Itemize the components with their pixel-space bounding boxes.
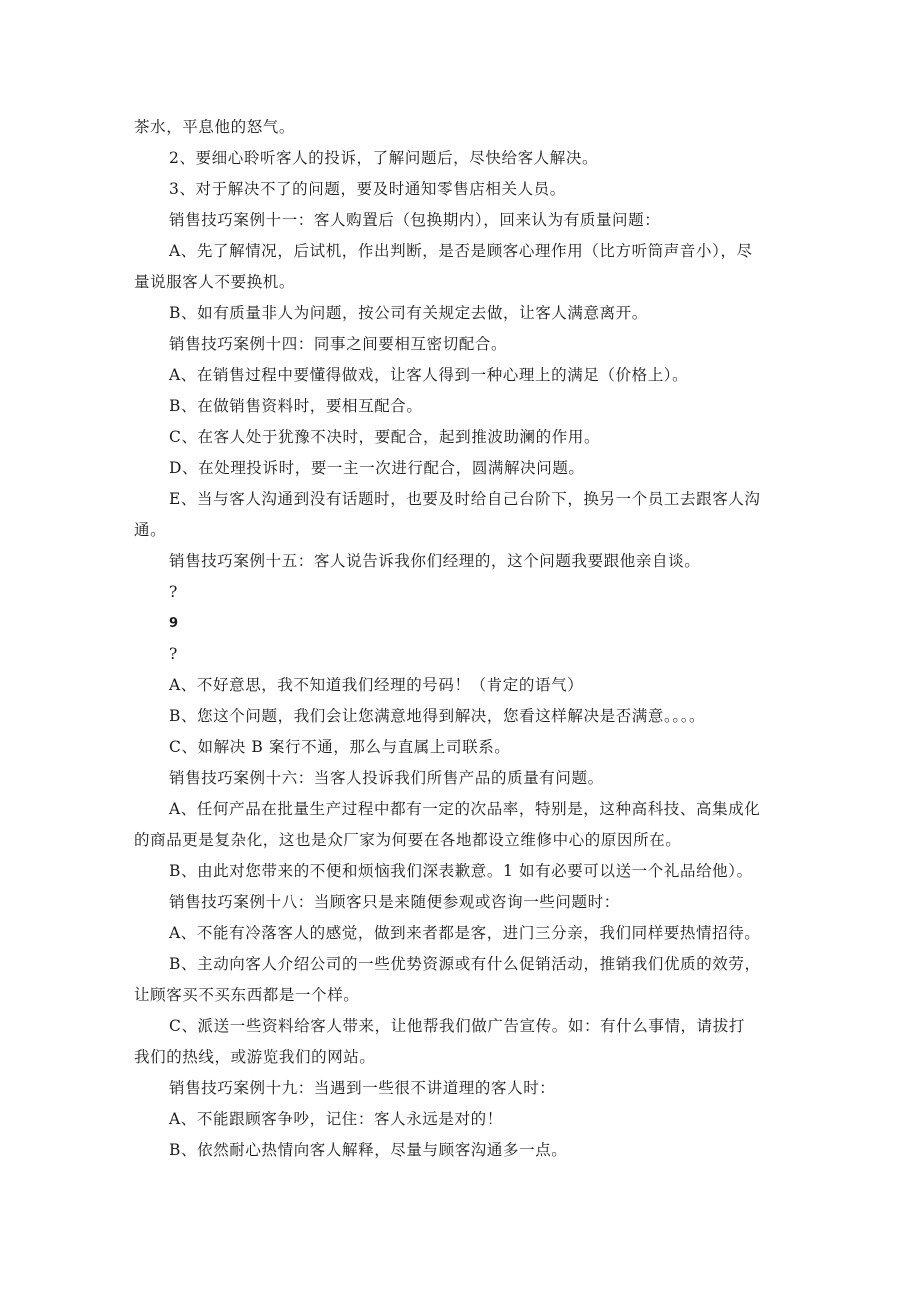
text-line: 的商品更是复杂化，这也是众厂家为何要在各地都设立维修中心的原因所在。 xyxy=(134,831,682,849)
text-line: B、主动向客人介绍公司的一些优势资源或有什么促销活动，推销我们优质的效劳， xyxy=(169,955,761,973)
text-line: B、依然耐心热情向客人解释，尽量与顾客沟通多一点。 xyxy=(169,1141,568,1159)
text-line: A、不好意思，我不知道我们经理的号码！（肯定的语气） xyxy=(169,676,584,694)
text-line: B、由此对您带来的不便和烦恼我们深表歉意。1 如有必要可以送一个礼品给他）。 xyxy=(169,862,753,880)
text-line: C、派送一些资料给客人带来，让他帮我们做广告宣传。如：有什么事情，请拔打 xyxy=(169,1017,745,1035)
text-line: A、不能跟顾客争吵，记住：客人永远是对的！ xyxy=(169,1110,503,1128)
text-line: B、您这个问题，我们会让您满意地得到解决，您看这样解决是否满意。。。。 xyxy=(169,707,706,725)
text-line: 茶水，平息他的怒气。 xyxy=(134,118,296,136)
text-line: ? xyxy=(169,645,178,663)
text-line: B、在做销售资料时，要相互配合。 xyxy=(169,397,423,415)
text-line: A、任何产品在批量生产过程中都有一定的次品率，特别是，这种高科技、高集成化 xyxy=(169,800,761,818)
text-line: 销售技巧案例十八：当顾客只是来随便参观或咨询一些问题时： xyxy=(169,893,620,911)
text-line: C、如解决 B 案行不通，那么与直属上司联系。 xyxy=(169,738,511,756)
text-line: A、在销售过程中要懂得做戏，让客人得到一种心理上的满足（价格上）。 xyxy=(169,366,689,384)
text-line: C、在客人处于犹豫不决时，要配合，起到推波助澜的作用。 xyxy=(169,428,601,446)
text-line: A、先了解情况，后试机，作出判断，是否是顾客心理作用（比方听筒声音小），尽 xyxy=(169,242,753,260)
text-line: 销售技巧案例十一：客人购置后（包换期内），回来认为有质量问题： xyxy=(169,211,661,229)
text-line: A、不能有冷落客人的感觉，做到来者都是客，进门三分亲，我们同样要热情招待。 xyxy=(169,924,761,942)
text-line: 销售技巧案例十五：客人说告诉我你们经理的，这个问题我要跟他亲自谈。 xyxy=(169,552,701,570)
text-line: 让顾客买不买东西都是一个样。 xyxy=(134,986,360,1004)
text-line: D、在处理投诉时，要一主一次进行配合，圆满解决问题。 xyxy=(169,459,585,477)
text-line: 我们的热线，或游览我们的网站。 xyxy=(134,1048,376,1066)
text-line: 销售技巧案例十六：当客人投诉我们所售产品的质量有问题。 xyxy=(169,769,604,787)
text-line: 通。 xyxy=(134,521,167,539)
text-line: 销售技巧案例十九：当遇到一些很不讲道理的客人时： xyxy=(169,1079,556,1097)
document-body xyxy=(134,112,794,1166)
text-line: 3、对于解决不了的问题，要及时通知零售店相关人员。 xyxy=(169,180,566,198)
text-line: 量说服客人不要换机。 xyxy=(134,273,296,291)
text-line: 9 xyxy=(169,616,179,631)
text-line: B、如有质量非人为问题，按公司有关规定去做，让客人满意离开。 xyxy=(169,304,648,322)
text-line: E、当与客人沟通到没有话题时，也要及时给自己台阶下，换另一个员工去跟客人沟 xyxy=(169,490,761,508)
text-line: 2、要细心聆听客人的投诉，了解问题后，尽快给客人解决。 xyxy=(169,149,599,167)
text-line: ? xyxy=(169,583,178,601)
text-line: 销售技巧案例十四：同事之间要相互密切配合。 xyxy=(169,335,508,353)
